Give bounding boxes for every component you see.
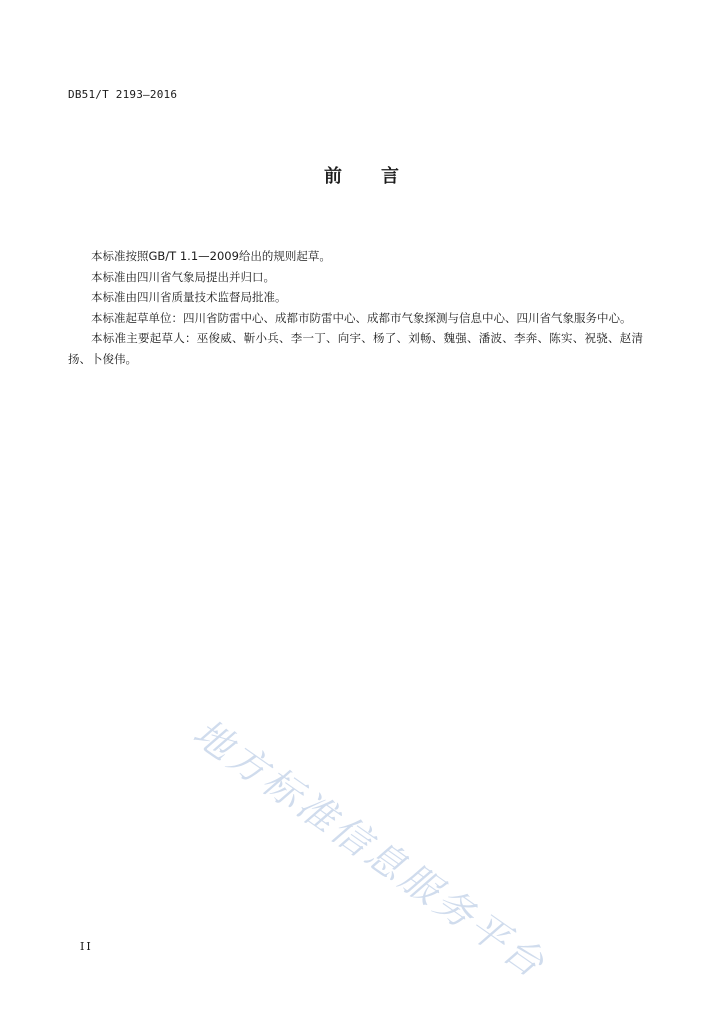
paragraph-proposer: 本标准由四川省气象局提出并归口。	[91, 269, 275, 284]
page-title	[0, 162, 724, 188]
title-part-1: 前	[324, 166, 343, 187]
page-number: II	[80, 940, 93, 953]
paragraph-drafters: 本标准主要起草人：巫俊威、靳小兵、李一丁、向宇、杨了、刘畅、魏强、潘波、李奔、陈实、祝骁、赵清扬、卜俊伟。	[68, 331, 643, 366]
watermark-text: 地方标准信息服务平台	[185, 710, 555, 988]
paragraph-drafting-rules: 本标准按照GB/T 1.1—2009给出的规则起草。	[91, 249, 331, 263]
document-code: DB51/T 2193—2016	[68, 88, 178, 101]
paragraph-drafting-units: 本标准起草单位：四川省防雷中心、成都市防雷中心、成都市气象探测与信息中心、四川省气象服务中心。	[91, 310, 632, 325]
foreword-body	[68, 246, 643, 369]
title-part-2: 言	[381, 166, 400, 187]
paragraph-approver: 本标准由四川省质量技术监督局批准。	[91, 290, 287, 304]
